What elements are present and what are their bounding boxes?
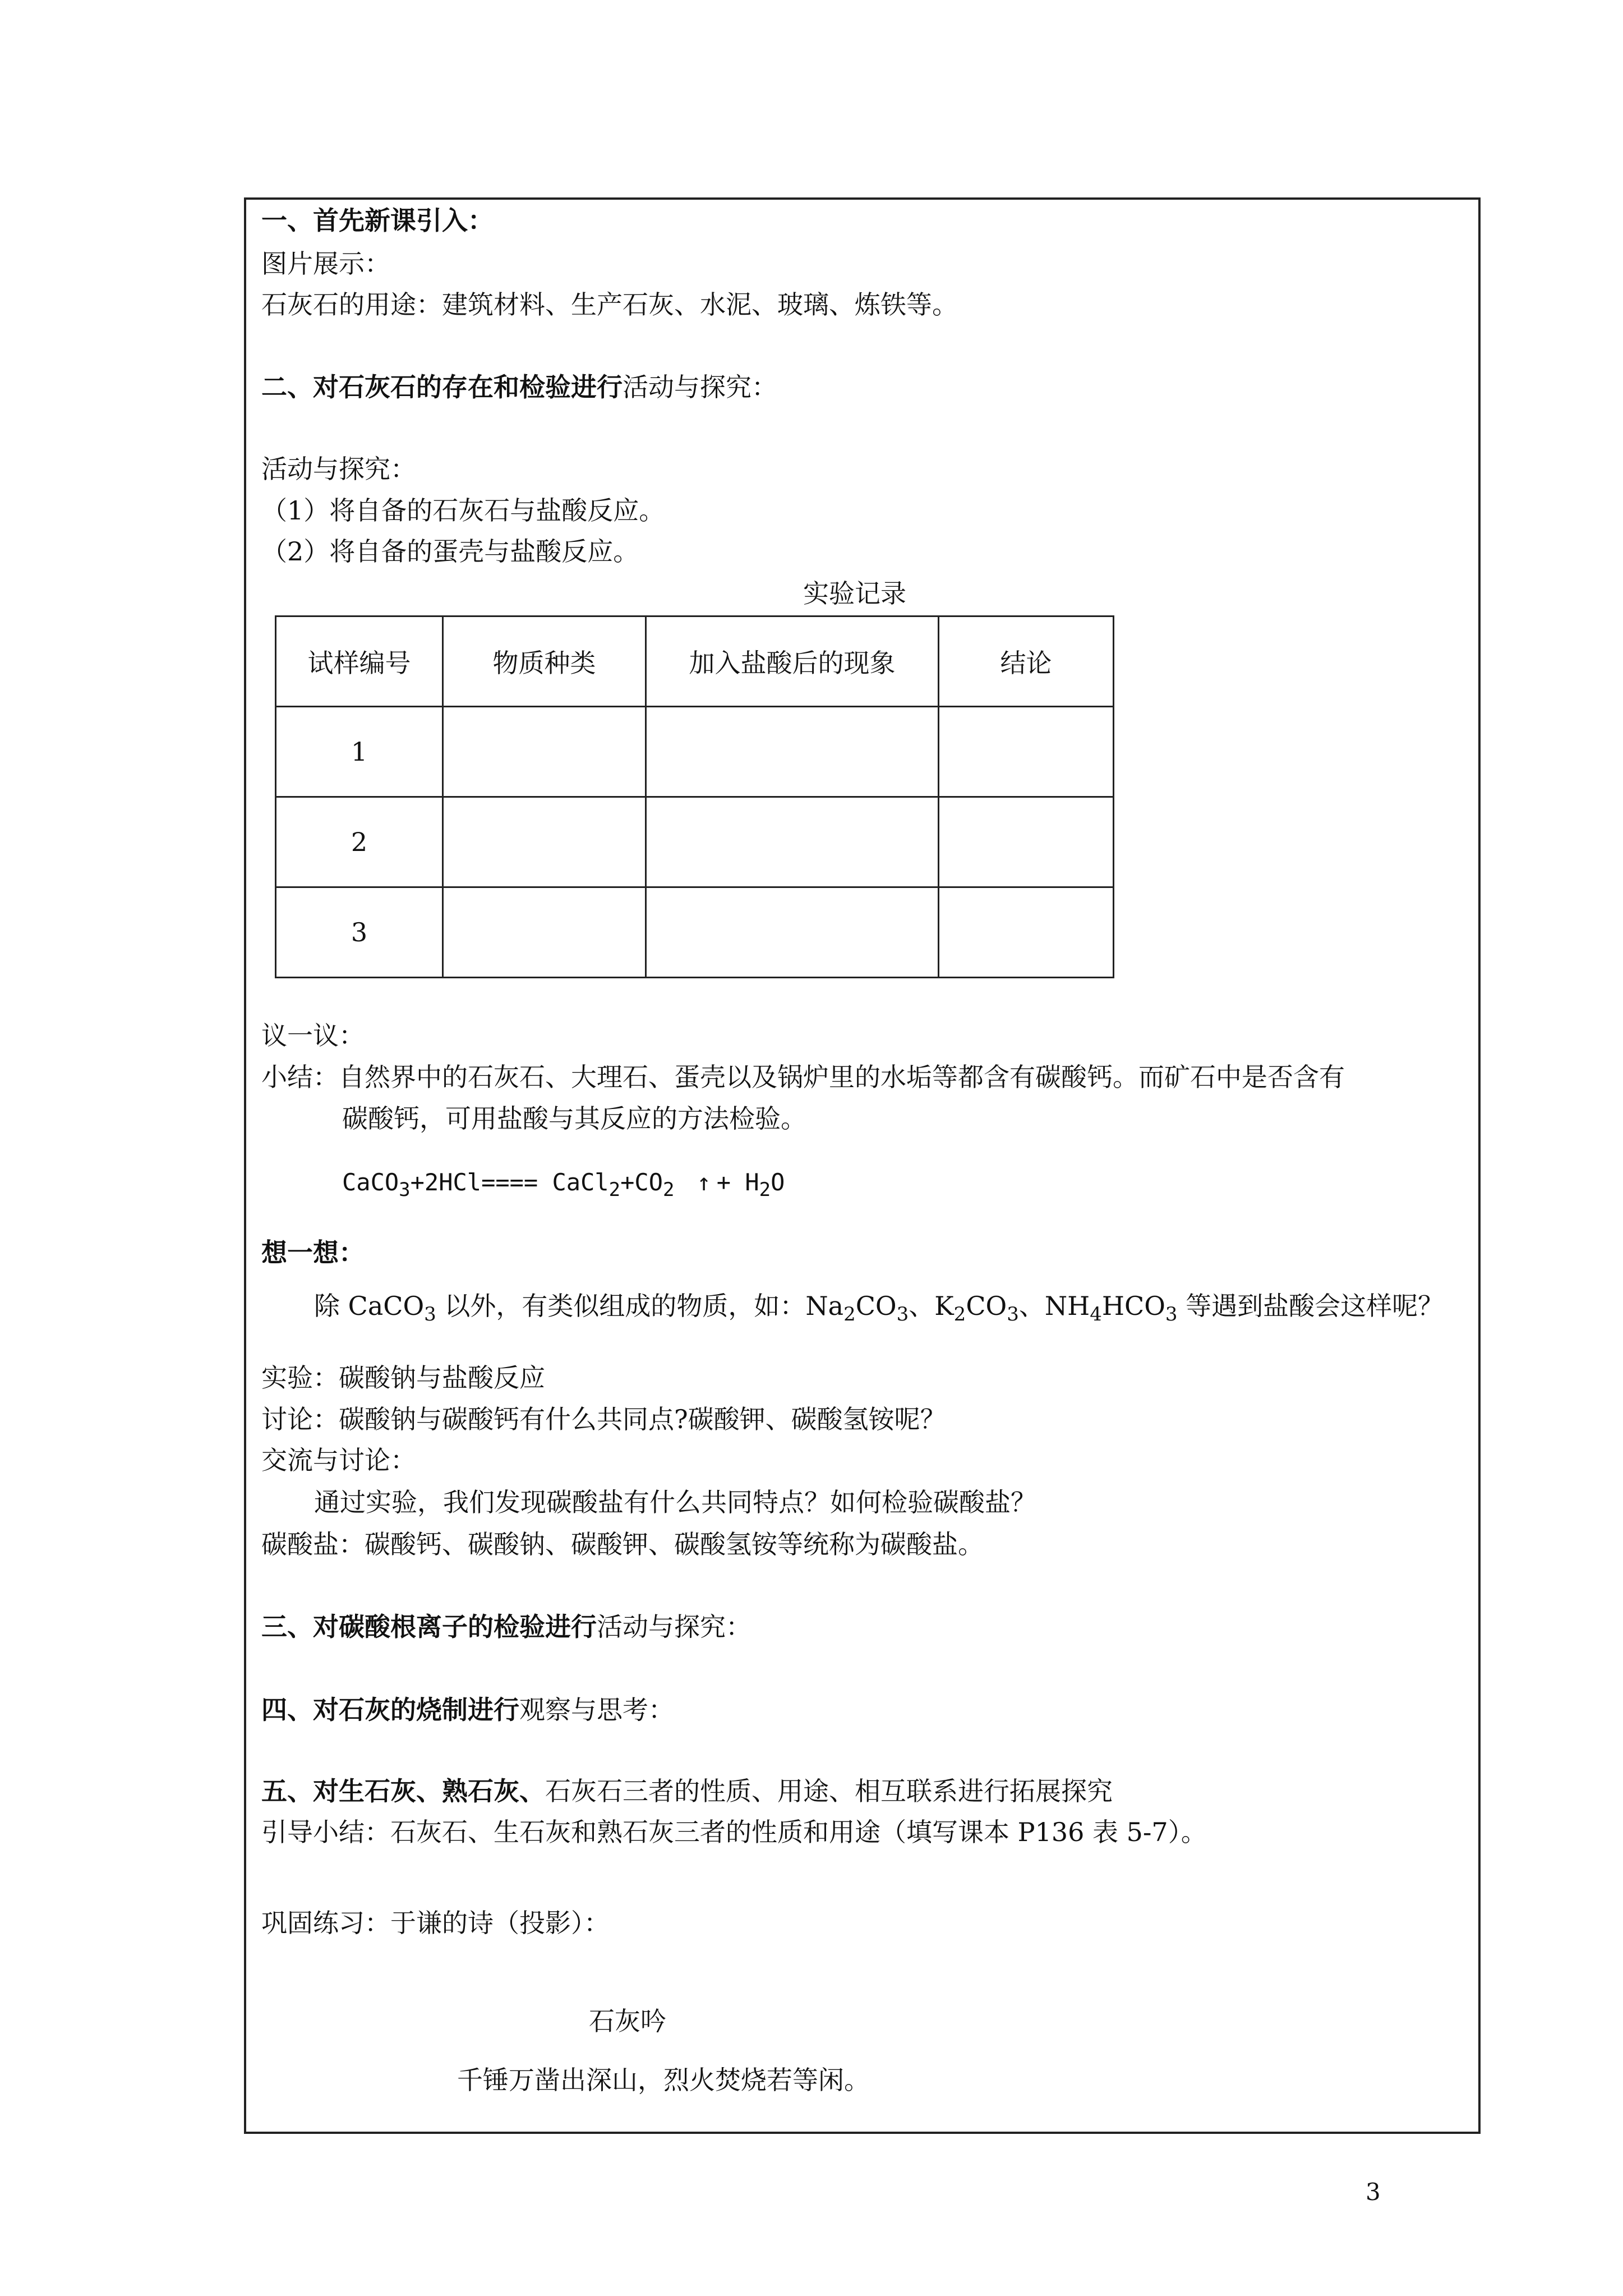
think-part: 除 CaCO bbox=[314, 1291, 425, 1321]
practice-title: 巩固练习：于谦的诗（投影）： bbox=[261, 1908, 610, 1938]
section2-heading-bold: 二、对石灰石的存在和检验进行 bbox=[261, 372, 623, 402]
section3-heading bbox=[261, 1611, 751, 1642]
think-part: 、NH bbox=[1018, 1291, 1090, 1321]
eq-sub: 3 bbox=[399, 1179, 411, 1201]
section4-heading-bold: 四、对石灰的烧制进行 bbox=[261, 1695, 519, 1725]
table-cell bbox=[646, 887, 939, 978]
section1-line2: 石灰石的用途：建筑材料、生产石灰、水泥、玻璃、炼铁等。 bbox=[261, 289, 958, 320]
table-cell bbox=[443, 707, 646, 797]
table-caption: 实验记录 bbox=[803, 578, 906, 609]
eq-sub: 2 bbox=[759, 1179, 771, 1201]
table-row bbox=[276, 707, 1114, 797]
eq-part: +2HCl==== CaCl bbox=[410, 1168, 609, 1196]
poem-line-1: 千锤万凿出深山，烈火焚烧若等闲。 bbox=[457, 2065, 870, 2095]
think-sub: 3 bbox=[1007, 1303, 1019, 1326]
section5-heading-normal: 石灰石三者的性质、用途、相互联系进行拓展探究 bbox=[545, 1776, 1113, 1806]
think-sub: 2 bbox=[843, 1303, 856, 1326]
table-cell bbox=[646, 707, 939, 797]
think-part: 、K bbox=[909, 1291, 954, 1321]
section1-heading: 一、首先新课引入： bbox=[261, 205, 494, 236]
table-cell bbox=[646, 797, 939, 887]
think-part: CO bbox=[966, 1291, 1007, 1321]
think-question bbox=[314, 1290, 1444, 1326]
eq-part: +CO bbox=[620, 1168, 663, 1196]
table-cell bbox=[939, 707, 1114, 797]
table-cell: 2 bbox=[276, 797, 443, 887]
think-sub: 3 bbox=[424, 1303, 436, 1326]
table-header-row bbox=[276, 616, 1114, 707]
discuss-title: 议一议： bbox=[261, 1020, 365, 1051]
gas-arrow-icon: ↑ bbox=[697, 1168, 711, 1196]
eq-sub: 2 bbox=[663, 1179, 675, 1201]
think-sub: 3 bbox=[1165, 1303, 1178, 1326]
table-cell bbox=[939, 797, 1114, 887]
section4-heading-normal: 观察与思考： bbox=[519, 1695, 674, 1725]
summary-line2: 碳酸钙，可用盐酸与其反应的方法检验。 bbox=[342, 1103, 806, 1134]
table-cell bbox=[443, 797, 646, 887]
table-header-cell: 试样编号 bbox=[276, 616, 443, 707]
experiment-line: 实验：碳酸钠与盐酸反应 bbox=[261, 1363, 545, 1393]
discussion-line: 讨论：碳酸钠与碳酸钙有什么共同点?碳酸钾、碳酸氢铵呢？ bbox=[261, 1404, 946, 1434]
section5-heading-bold: 五、对生石灰、熟石灰、 bbox=[261, 1776, 545, 1806]
table-cell bbox=[939, 887, 1114, 978]
table-header-cell: 物质种类 bbox=[443, 616, 646, 707]
table-cell: 3 bbox=[276, 887, 443, 978]
think-part: CO bbox=[855, 1291, 897, 1321]
table-header-cell: 加入盐酸后的现象 bbox=[646, 616, 939, 707]
section1-line1: 图片展示： bbox=[261, 249, 390, 279]
section3-heading-bold: 三、对碳酸根离子的检验进行 bbox=[261, 1612, 597, 1642]
eq-part: CaCO bbox=[342, 1168, 399, 1196]
section4-heading bbox=[261, 1694, 674, 1726]
activity-title: 活动与探究： bbox=[261, 454, 416, 484]
think-part: 以外，有类似组成的物质，如：Na bbox=[436, 1291, 844, 1321]
activity-item-2: （2）将自备的蛋壳与盐酸反应。 bbox=[261, 536, 639, 567]
section5-heading bbox=[261, 1775, 1113, 1807]
guide-summary: 引导小结：石灰石、生石灰和熟石灰三者的性质和用途（填写课本 P136 表 5-7）。 bbox=[261, 1817, 1207, 1847]
section3-heading-normal: 活动与探究： bbox=[597, 1612, 751, 1642]
page-number: 3 bbox=[1366, 2178, 1381, 2206]
table-cell bbox=[443, 887, 646, 978]
think-title: 想一想： bbox=[261, 1237, 365, 1268]
table-row bbox=[276, 797, 1114, 887]
eq-sub: 2 bbox=[608, 1179, 621, 1201]
activity-item-1: （1）将自备的石灰石与盐酸反应。 bbox=[261, 495, 665, 526]
experiment-record-table bbox=[275, 615, 1114, 978]
exchange-question: 通过实验，我们发现碳酸盐有什么共同特点？如何检验碳酸盐？ bbox=[314, 1487, 1036, 1517]
section2-heading-normal: 活动与探究： bbox=[623, 372, 777, 402]
section2-heading bbox=[261, 371, 777, 403]
think-sub: 4 bbox=[1090, 1303, 1102, 1326]
think-sub: 2 bbox=[953, 1303, 966, 1326]
summary-line1: 小结：自然界中的石灰石、大理石、蛋壳以及锅炉里的水垢等都含有碳酸钙。而矿石中是否含有 bbox=[261, 1062, 1345, 1092]
table-row bbox=[276, 887, 1114, 978]
think-part: HCO bbox=[1101, 1291, 1165, 1321]
think-part: 等遇到盐酸会这样呢？ bbox=[1177, 1291, 1444, 1321]
think-sub: 3 bbox=[896, 1303, 909, 1326]
carbonate-definition: 碳酸盐：碳酸钙、碳酸钠、碳酸钾、碳酸氢铵等统称为碳酸盐。 bbox=[261, 1529, 984, 1559]
table-header-cell: 结论 bbox=[939, 616, 1114, 707]
exchange-title: 交流与讨论： bbox=[261, 1445, 416, 1475]
poem-title: 石灰吟 bbox=[589, 2006, 666, 2036]
eq-part: O bbox=[771, 1168, 785, 1196]
table-cell: 1 bbox=[276, 707, 443, 797]
reaction-equation bbox=[342, 1167, 785, 1201]
eq-part: + H bbox=[716, 1168, 759, 1196]
